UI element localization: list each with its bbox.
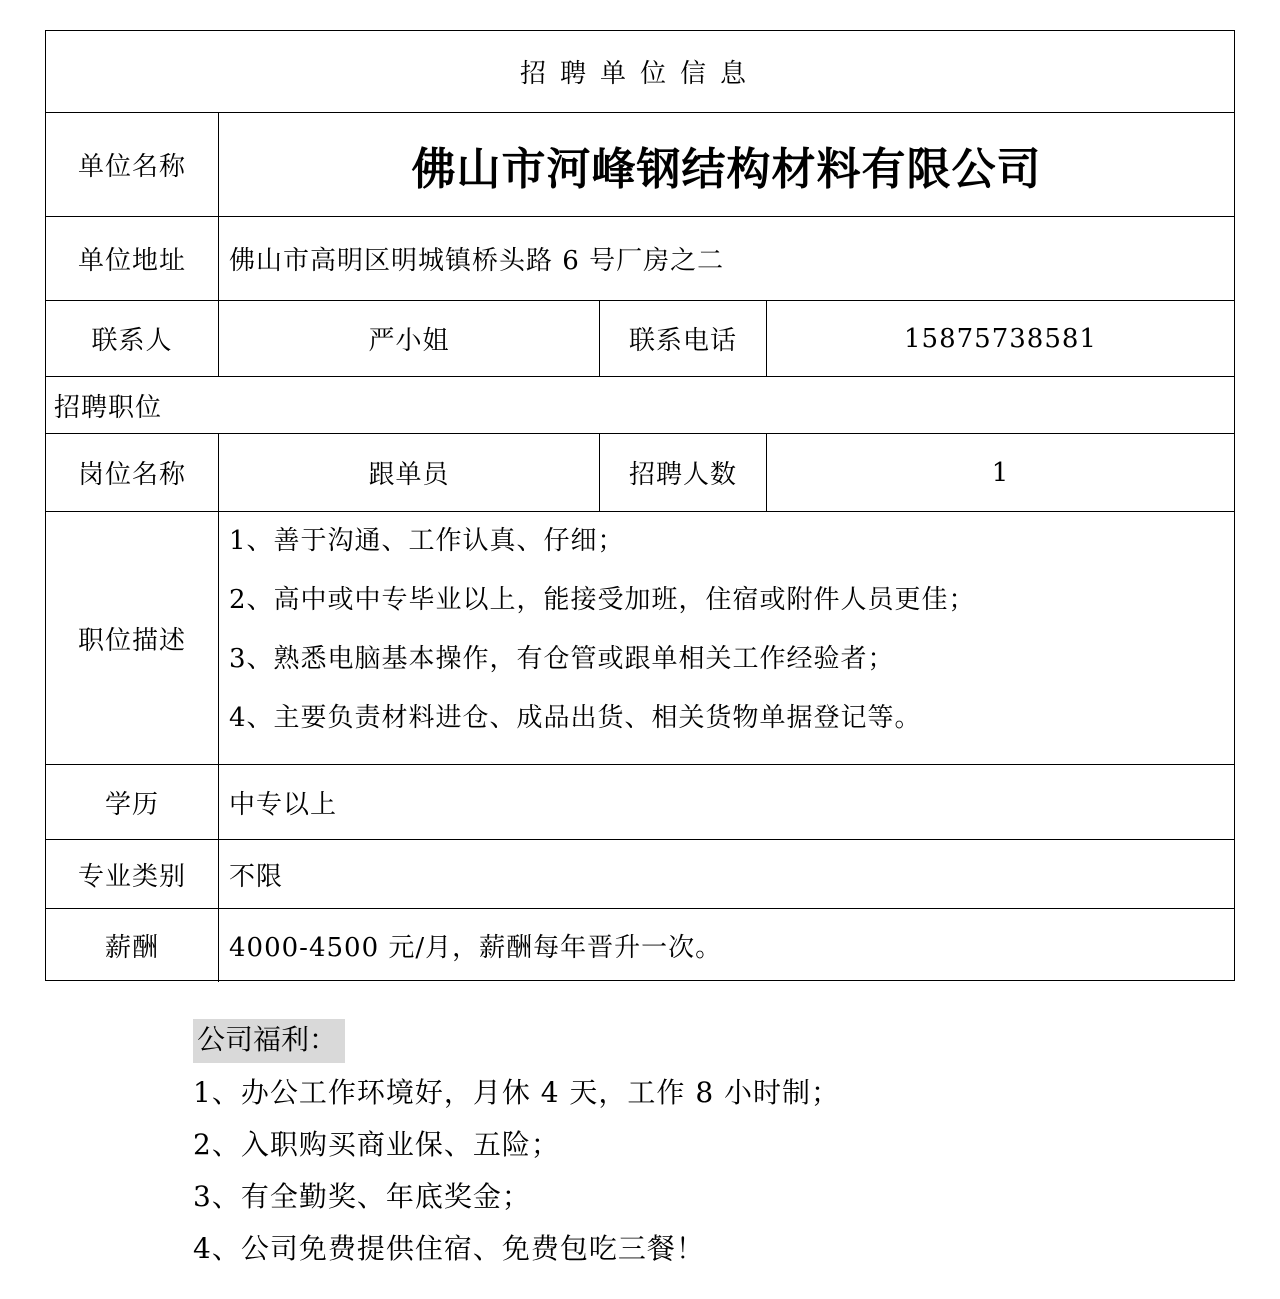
job-description-item: 4、主要负责材料进仓、成品出货、相关货物单据登记等。 (229, 703, 922, 733)
major-label: 专业类别 (77, 861, 186, 892)
job-name: 跟单员 (218, 434, 599, 511)
job-description-list (218, 512, 1234, 764)
positions-section-label: 招聘职位 (54, 392, 163, 423)
education-value: 中专以上 (218, 765, 1234, 839)
phone-label: 联系电话 (599, 301, 766, 376)
benefit-item: 2、入职购买商业保、五险； (193, 1128, 560, 1161)
company-address-row (46, 217, 1234, 301)
salary-value: 4000-4500 元/月，薪酬每年晋升一次。 (218, 909, 1234, 982)
company-name: 佛山市河峰钢结构材料有限公司 (218, 113, 1234, 216)
job-label: 岗位名称 (77, 460, 186, 490)
salary-label: 薪酬 (104, 933, 159, 963)
company-name-row (46, 113, 1234, 217)
contact-label: 联系人 (91, 326, 173, 356)
company-address: 佛山市高明区明城镇桥头路 6 号厂房之二 (218, 217, 1234, 300)
job-description-item: 2、高中或中专毕业以上，能接受加班，住宿或附件人员更佳； (229, 585, 976, 615)
salary-row (46, 909, 1234, 982)
benefits-title: 公司福利： (193, 1019, 345, 1063)
recruitment-table (45, 30, 1235, 981)
company-address-label: 单位地址 (77, 246, 186, 276)
major-row (46, 840, 1234, 909)
contact-row (46, 301, 1234, 377)
contact-name: 严小姐 (218, 301, 599, 376)
job-description-item: 3、熟悉电脑基本操作，有仓管或跟单相关工作经验者； (229, 644, 895, 674)
benefit-item: 4、公司免费提供住宿、免费包吃三餐！ (193, 1232, 705, 1265)
job-description-item: 1、善于沟通、工作认真、仔细； (229, 526, 625, 556)
table-title: 招聘单位信息 (519, 59, 760, 89)
company-name-label: 单位名称 (77, 152, 186, 182)
benefit-item: 1、办公工作环境好，月休 4 天，工作 8 小时制； (193, 1076, 841, 1109)
job-row (46, 434, 1234, 512)
job-description-label: 职位描述 (77, 625, 186, 656)
phone-number: 15875738581 (766, 301, 1234, 376)
positions-section-row (46, 377, 1234, 434)
education-row (46, 765, 1234, 840)
major-value: 不限 (218, 840, 1234, 908)
headcount-label: 招聘人数 (599, 434, 766, 511)
job-description-row (46, 512, 1234, 765)
benefits-section (193, 1019, 1093, 1275)
education-label: 学历 (104, 789, 159, 820)
table-title-row (46, 31, 1234, 113)
headcount-value: 1 (766, 434, 1234, 511)
benefit-item: 3、有全勤奖、年底奖金； (193, 1180, 531, 1213)
